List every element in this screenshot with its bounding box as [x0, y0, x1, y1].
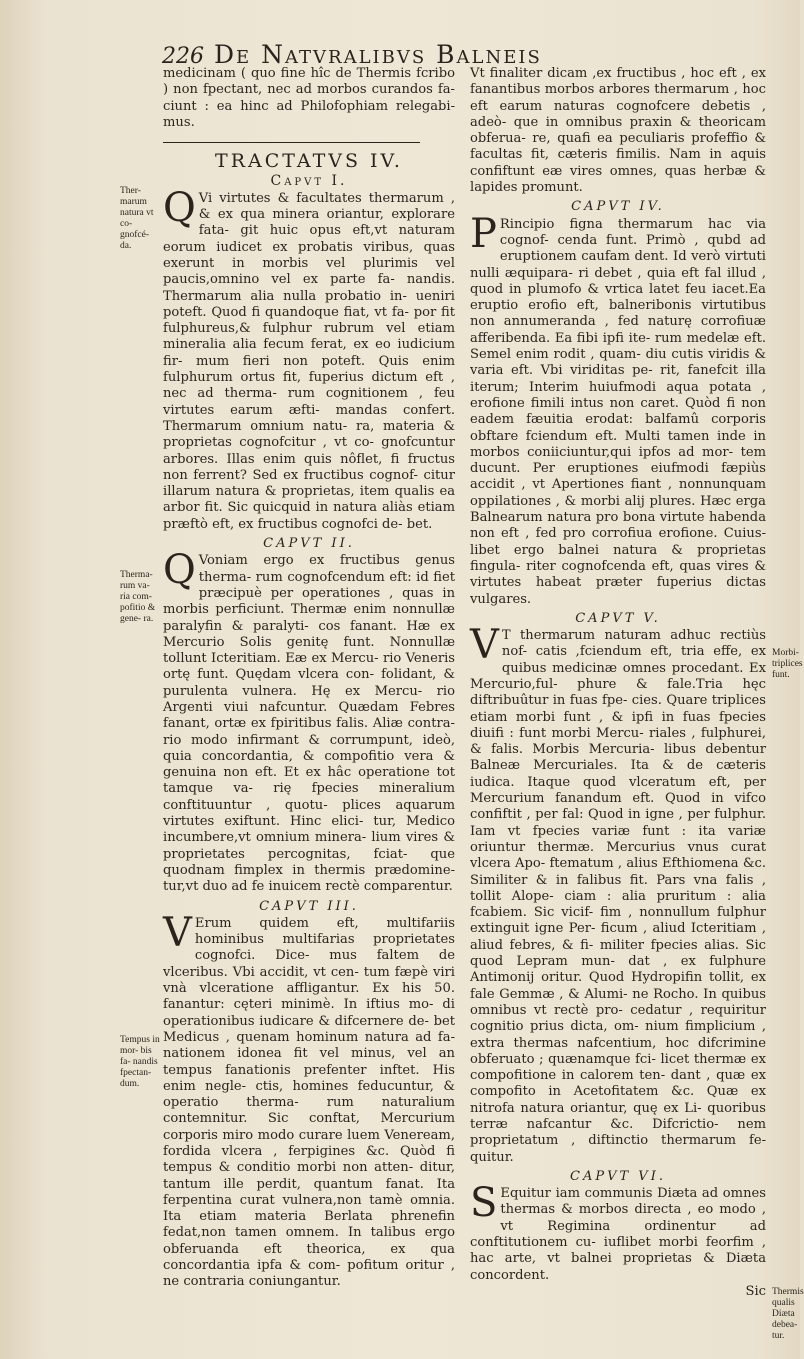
chapter-4-text: [470, 210, 766, 608]
chapter-1-text: [163, 184, 455, 533]
right-column: [470, 66, 766, 1300]
drop-cap: V: [470, 622, 499, 669]
margin-note-right-2: Thermis qualis Diæta debea- tur.: [772, 1287, 804, 1341]
running-title: De Natvralibvs Balneis: [214, 40, 542, 69]
margin-note-right-1: Morbi- triplices funt.: [772, 648, 803, 680]
drop-cap: V: [163, 909, 192, 956]
chapter-5-body: T thermarum naturam adhuc rectiùs nof- catis ,fciendum eft, tria effe, ex quibus medicinæ omnes procedant. Ex Mercurio,ful- phure & fale.Tria hęc diftribuûtur in fuas fpe- cies. Quare triplices etiam morbi funt , & ipfi in fuas fpecies diuifi : funt morbi Mercu- riales , fulphurei, & falis. Morbis Mercuria- libus debentur Balneæ Mercuriales. Ita & de cæteris iudica. Itaque quod vlceratum eft, per Mercurium fanandum eft. Quod in vifco confiftit , per fal: Quod in igne , per fulphur. Iam vt fpecies variæ funt : ita variæ oriuntur thermæ. Mercurius vnus curat vlcera Apo- ftematum , alius Efthiomena &c. Similiter & in falibus fit. Pars vna falis , tollit Alope- ciam : alia pruritum : alia fcabiem. Sic vicif- fim , nonnullum fulphur extinguit igne Per- ficum , aliud Icteritiam , aliud febres, & fi- militer fpecies alias. Sic quod Lepram mun- dat , ex fulphure Antimonij oritur. Quod Hydropifin tollit, ex fale Gemmæ , & Alumi- ne Rocho. In quibus omnibus vt rectè pro- cedatur , requiritur cognitio prius dicta, om- nium fimplicium , extra thermas nafcentium, hoc difcrimine obferuato ; quænamque fci- licet thermæ ex compofitione in calorem ten- dant , quæ ex compofito in Acetofitatem &c. Quæ ex nitrofa natura oriantur, quę ex Li- quoribus terræ nafcantur &c. Difcrictio- nem proprietatum , diftinctio thermarum fe- quitur.: [470, 628, 766, 1165]
chapter-1-heading: Capvt I.: [270, 173, 348, 190]
chapter-3-heading: CAPVT III.: [259, 898, 359, 914]
chapter-2-body: Voniam ergo ex fructibus genus therma- rum cognofcendum eft: id fiet præcipuè per operationes , quas in morbis perficiunt. Thermæ enim nonnullæ paralyfin & paralyti- cos fanant. Hæ ex Mercurio Solis genitę funt. Nonnullæ tollunt Icteritiam. Eæ ex Mercu- rio Veneris ortę funt. Quędam vlcera con- folidant, & purulenta vulnera. Hę ex Mercu- rio Argenti viui nafcuntur. Quædam Febres fanant, ortæ ex fpiritibus falis. Aliæ contra- rio modo infirmant & corrumpunt, ideò, quia concordantia, & compofitio vera & genuina non eft. Et ex hâc operatione tot tamque va- rię fpecies mineralium conftituuntur , quotu- plices aquarum virtutes exiftunt. Hinc elici- tur, Medico incumbere,vt omnium minera- lium vires & proprietates percognitas, fciat- que quodnam fimplex in thermis prædomine- tur,vt duo ad fe inuicem rectè comparentur.: [163, 553, 455, 895]
chapter-6-body: Equitur iam communis Diæta ad omnes thermas & morbos directa , eo modo , vt Regimina ordinentur ad conftitutionem cu- iuflibet morbi feorfim , hac arte, vt balnei proprietas & Diæta concordent.: [470, 1186, 766, 1283]
tractatus-heading: TRACTATVS IV.: [215, 150, 403, 173]
margin-note-left-2: Therma- rum va- ria com- pofitio & gene- ra.: [120, 570, 156, 624]
drop-cap: Q: [163, 547, 196, 594]
chapter-3-body: Erum quidem eft, multifariis hominibus multifarias proprietates cognofci. Dice- mus faltem de vlceribus. Vbi accidit, vt cen- tum fæpè viri vnà vlceratione affligantur. Ex his 50. fanantur: cęteri minimè. In iftius mo- di operationibus iudicare & difcernere de- bet Medicus , quenam hominum natura ad fa- nationem idonea fit vel minus, vel an tempus fanationis prefenter inftet. His enim negle- ctis, homines feducuntur, & operatio therma- rum naturalium contemnitur. Sic conftat, Mercurium corporis miro modo curare luem Veneream, fordida vlcera , ferpigines &c. Quòd fi tempus & conditio morbi non atten- ditur, tantum ille perdit, quantum fanat. Ita ferpentina curat vulnera,non tamè omnia. Ita etiam materia Berlata phrenefin fedat,non tamen omnem. In talibus ergo obferuanda eft theorica, ex qua concordantia ipfa & com- pofitum oritur , ne contraria coniungantur.: [163, 915, 455, 1290]
chapter-2-heading: CAPVT II.: [263, 536, 355, 552]
chapter-3-text: [163, 909, 455, 1291]
chapter-4-body: Rincipio figna thermarum hac via cognof- cenda funt. Primò , qubd ad eruptionem caufam dent. Id verò virtuti nulli æquipara- ri debet , quia eft fal illud , quod in plumofo & vrtica latet feu iacet.Ea eruptio erofio eft, balneribonis virtutibus non annumeranda , fed naturę corrofiuæ afferibenda. Ea fibi ipfi ite- rum medelæ eft. Semel enim rodit , quam- diu cutis viridis & varia eft. Vbi viriditas pe- rit, fanefcit illa iterum; Interim huiufmodi aqua potata , erofione fimili intus non caret. Quòd fi non eadem fæuitia erodat: balfamû corporis obftare fciendum eft. Multi tamen inde in morbos coniiciuntur,qui ipfos ad mor- tem ducunt. Per eruptiones eiufmodi fæpiùs accidit , vt Apertiones fiant , nonnunquam oppilationes , & morbi alij plures. Hæc erga Balnearum natura pro bona virtute habenda non eft , fed pro corrofiua erofione. Cuius- libet ergo balnei natura & proprietas fingula- riter cognofcenda eft, quas vires & virtutes habeat præter fuperius dictas vulgares.: [470, 216, 766, 607]
catchword: Sic: [745, 1283, 766, 1299]
chapter-5-text: [470, 622, 766, 1166]
chapter-6-text: [470, 1180, 766, 1284]
right-intro-paragraph: Vt finaliter dicam ,ex fructibus , hoc eft , ex fanantibus morbos arbores thermarum , hoc eft earum naturas cognofcere debetis , adeò- que in omnibus praxin & theoricam obferua- re, quafi ea peculiaris profeffio & facultas fit, cæteris fimilis. Nam in aquis confiftunt eæ vires omnes, quas herbæ & lapides promunt.: [470, 66, 766, 196]
left-intro-paragraph: medicinam ( quo fine hîc de Thermis fcribo ) non fpectant, nec ad morbos curandos fa- ciunt : ea hinc ad Philofophiam relegabi- mus.: [163, 66, 455, 130]
left-column: [163, 66, 455, 1291]
chapter-2-text: [163, 547, 455, 895]
chapter-4-heading: CAPVT IV.: [571, 199, 665, 215]
drop-cap: S: [470, 1180, 498, 1227]
drop-cap: Q: [163, 184, 196, 231]
section-divider: [163, 142, 420, 143]
margin-note-left-3: Tempus in mor- bis fa- nandis fpectan- dum.: [120, 1035, 160, 1089]
chapter-1-body: Vi virtutes & facultates thermarum , & ex qua minera oriantur, explorare fata- git huic opus eft,vt naturam eorum iudicet ex probatis viribus, quas exerunt in morbis vel plurimis vel paucis,omnino vel ex parte fa- nandis. Thermarum alia nulla probatio in- ueniri poteft. Quod fi quandoque fiat, vt fa- por fit fulphureus,& fulphur rubrum vel etiam mineralia alia fecum ferat, ex eo iudicium fir- mum fieri non poteft. Quis enim fulphurum ortus fit, fuperius dictum eft , nec ad therma- rum cognitionem , feu virtutes earum æfti- mandas confert. Thermarum omnium natu- ra, materia & proprietas cognofcitur , vt co- gnofcuntur arbores. Illas enim quis nôflet, fi fructus non ferrent? Sed ex fructibus cognof- citur illarum natura & proprietas, item qualis ea arbor fit. Sic quicquid in natura aliàs etiam præftò eft, ex fructibus cognofci de- bet.: [163, 190, 455, 532]
page-header: [162, 40, 702, 68]
page-number: 226: [162, 44, 204, 69]
margin-note-left-1: Ther- marum natura vt co- gnofcé- da.: [120, 186, 154, 251]
chapter-6-heading: CAPVT VI.: [570, 1168, 666, 1184]
chapter-5-heading: CAPVT V.: [575, 610, 661, 626]
drop-cap: P: [470, 210, 497, 257]
